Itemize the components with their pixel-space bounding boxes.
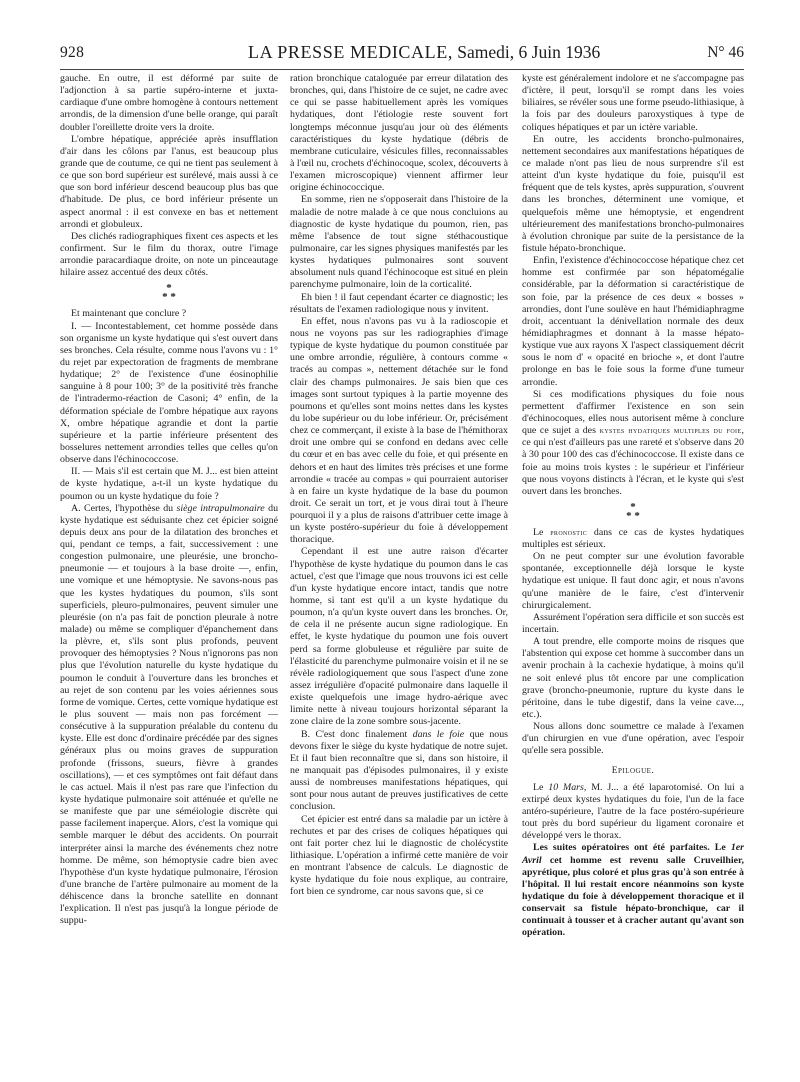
column-2	[290, 73, 508, 899]
paragraph: II. — Mais s'il est certain que M. J... est bien atteint de kyste hydatique, a-t-il un kyste hydatique du poumon ou un kyste hydatique du foie ?	[60, 466, 278, 502]
text-run: , ce qui n'est d'ailleurs pas une rareté et s'observe dans 20 à 30 pour 100 des cas d'échinococcose. Il existe dans ce foie au moins trois kystes : le supérieur et l'inférieur que nous voyons distincts à l'écran, et le kyste qui s'est ouvert dans les bronches.	[522, 425, 744, 497]
section-separator: * * *	[162, 282, 176, 304]
italic-term: siège intrapulmonaire	[176, 502, 265, 514]
paragraph: En somme, rien ne s'opposerait dans l'histoire de la maladie de notre malade à ce que nous concluions au diagnostic de kyste hydatique du poumon, rien, pas même l'absence de tout signe stéthacoustique pulmonaire, car les signes physiques manifestés par les kystes hydatiques pulmonaires sont souvent absolument nuls quand l'échinocoque est situé en plein parenchyme pulmonaire, loin de la corticalité.	[290, 194, 508, 291]
paragraph: I. — Incontestablement, cet homme possède dans son organisme un kyste hydatique qui s'est ouvert dans ses bronches. Cela résulte, comme nous l'avons vu : 1° du rejet par expectoration de fragments de membrane hydatique; 2° de l'existence d'une éosinophilie sanguine à 8 pour 100; 3° de la positivité très franche de l'intradermo-réaction de Casoni; 4° enfin, de la déformation spéciale de l'ombre hépatique aux rayons X, ombre hépatique agrandie et dont la partie supérieure et la partie inférieure présentent des bosselures nettement arrondies telles que celles qu'on observe dans l'échinococcose.	[60, 320, 278, 466]
page-number: 928	[60, 44, 85, 61]
italic-term: dans le foie	[412, 728, 465, 740]
paragraph: L'ombre hépatique, appréciée après insufflation d'air dans les côlons par l'anus, est beaucoup plus grande que de coutume, ce qui ne tient pas seulement à ce que son bord supérieur est surélevé, mais aussi à ce que son bord inférieur descend beaucoup plus bas que d'habitude. De plus, ce bord inférieur présente un aspect anormal : il est convexe en bas et nettement arrondi et globuleux.	[60, 133, 278, 230]
issue-date: Samedi, 6 Juin 1936	[457, 42, 601, 62]
text-run: du kyste hydatique est séduisante chez cet épicier soigné depuis deux ans pour de la dilatation des bronches et qui, pendant ce temps, a fait, successivement : une congestion pulmonaire, une pleurésie, une broncho-pneumonie — et toujours à la base droite —, enfin, une vomique et une hémoptysie. Ne savons-nous pas que les kystes hydatiques du poumon, s'ils sont superficiels, pleuro-pulmonaires, peuvent simuler une pleurésie (on n'a pas fait de ponction pleurale à notre malade) ou même se compliquer d'épanchement dans la plèvre, et, s'ils sont plus profonds, peuvent provoquer des hémoptysies ? Nous n'ignorons pas non plus que l'évolution naturelle du kyste hydatique du poumon le conduit à l'ouverture dans les bronches et au rejet de son contenu par les voies aériennes sous forme de vomique. Certes, cette vomique hydatique est le plus souvent — mais non pas forcément — consécutive à la suppuration préalable du contenu du kyste. Elle est donc d'ordinaire précédée par des signes généraux plus ou moins graves de suppuration profonde (frissons, sueurs, fièvre à grandes oscillations), — et ces symptômes ont fait défaut dans le cas actuel. Mais il n'est pas rare que l'infection du kyste hydatique pulmonaire soit atténuée et qu'elle ne se manifeste que par une séméiologie discrète qui passe facilement inaperçue. Alors, c'est la vomique qui semble marquer le début des accidents. On pourrait interpréter ainsi la marche des événements chez notre homme. De même, son hémoptysie cadre bien avec l'hypothèse d'un kyste hydatique pulmonaire, l'érosion d'une branche de l'artère pulmonaire au moment de la déhiscence dans la bronche satellite en donnant l'explication. Il n'est pas jusqu'à la longue période de suppu-	[60, 502, 279, 927]
text-run: Si ces modifications physiques du foie nous permettent d'affirmer l'existence en son sein d'échinocoques, elles nous autorisent même à conclure que ce sujet a des	[522, 388, 744, 437]
paragraph: En effet, nous n'avons pas vu à la radioscopie et nous ne voyons pas sur les radiographies d'image typique de kyste hydatique du poumon constituée par une ombre arrondie, régulière, à contours comme « tracés au compas », nettement détachée sur le fond clair des champs pulmonaires. Je sais bien que ces images sont surtout typiques à la partie moyenne des poumons et qu'elles sont moins nettes dans les kystes du lobe supérieur ou du lobe inférieur. Or, précisément chez ce commerçant, il existe à la base de l'hémithorax droit une ombre qui se confond en dedans avec celle du cœur et en bas avec celle du foie, et qui présente en dehors et en haut des limites très précises et une forme arrondie « tracée au compas » qui pourraient autoriser à en faire un kyste hydatique de la base du poumon droit. Ce serait un tort, et je vous dirai tout à l'heure pourquoi il y a plus de raisons d'attribuer cette image à un kyste postéro-supérieur du foie à développement thoracique.	[290, 315, 508, 546]
text-run: B. C'est donc finalement	[301, 728, 413, 740]
text-run: Le	[533, 781, 549, 793]
text-run: A. Certes, l'hypothèse du	[71, 502, 177, 514]
column-1	[60, 73, 278, 928]
paragraph: Des clichés radiographiques fixent ces aspects et les confirment. Sur le film du thorax, outre l'image arrondie paracardiaque droite, on note un pinceautage hilaire assez accentué des deux côtés.	[60, 230, 278, 279]
text-run: cet homme est revenu salle Cruveilhier, apyrétique, plus coloré et plus gras qu'à son entrée à l'hôpital. Il lui restait encore néanmoins son kyste hydatique du foie à développement thoracique et il conservait sa fistule hépato-bronchique, car il continuait à tousser et à cracher autant qu'avant son opération.	[522, 854, 744, 939]
paragraph: Cet épicier est entré dans sa maladie par un ictère à rechutes et par des crises de coliques hépatiques qui ont fait porter chez lui le diagnostic de cholécystite lithiasique. L'opération a infirmé cette manière de voir en montrant l'absence de calculs. Le diagnostic de kyste hydatique du foie nous explique, au contraire, fort bien ce syndrome, car nous savons que, si ce	[290, 813, 508, 898]
paragraph: En outre, les accidents broncho-pulmonaires, nettement secondaires aux manifestations hépatiques de ce malade n'ont pas lieu de nous surprendre s'il est atteint d'un kyste hydatique du foie, puisqu'il est fréquent que de tels kystes, après suppuration, s'ouvrent dans les bronches, déterminent une vomique, et quelquefois même une hémoptysie, et engendrent ultérieurement des manifestations broncho-pulmonaires à évolution chronique par suite de la persistance de la fistule hépato-bronchique.	[522, 133, 744, 254]
text-run: dans ce cas de kystes hydatiques multiples est sérieux.	[522, 526, 744, 551]
text-run: que nous devons fixer le siège du kyste hydatique de notre sujet. Et il faut bien reconnaître que si, dans son histoire, il ne manquait pas d'épisodes pulmonaires, il y existe aussi de nombreuses manifestations hépatiques, qui sont pour nous autant de preuves justificatives de cette conclusion.	[290, 728, 509, 813]
smallcaps-term: kystes hydatiques multiples du foie	[599, 426, 742, 436]
paragraph	[290, 729, 508, 814]
paragraph: A tout prendre, elle comporte moins de risques que l'abstention qui expose cet homme à succomber dans un avenir prochain à la cachexie hydatique, à moins qu'il ne soit enlevé plus tôt encore par une complication grave (broncho-pneumonie, rupture du kyste dans le péritoine, dans le tube digestif, dans la veine cave..., etc.).	[522, 636, 744, 721]
paragraph	[522, 389, 744, 498]
text-run: Les suites opératoires ont été parfaites. Le	[533, 842, 731, 854]
section-separator: * * *	[626, 500, 640, 522]
paragraph: On ne peut compter sur une évolution favorable spontanée, exceptionnelle déjà lorsque le kyste hydatique est unique. Il faut donc agir, et nous n'avons qu'une manière de le faire, c'est d'intervenir chirurgicalement.	[522, 551, 744, 611]
running-title	[248, 42, 600, 63]
text-run: Le	[533, 526, 551, 538]
paragraph: Assurément l'opération sera difficile et son succès est incertain.	[522, 611, 744, 636]
journal-name: LA PRESSE MEDICALE,	[248, 42, 453, 62]
text-run: , M. J... a été laparotomisé. On lui a extirpé deux kystes hydatiques du foie, l'un de la face antéro-supérieure, l'autre de la face postéro-supérieure tout près du bord supérieur du ligament coronaire et développé vers le thorax.	[522, 781, 744, 842]
paragraph	[522, 782, 744, 843]
issue-number: N° 46	[707, 44, 744, 61]
paragraph: Enfin, l'existence d'échinococcose hépatique chez cet homme est confirmée par son hépatomégalie considérable, par la déformation si caractéristique de son foie, par la présence de ces deux « bosses » arrondies, dont l'une soulève en haut l'hémidiaphragme droit, accentuant la dénivellation normale des deux hémidiaphragmes et donnant à la masse hépato-kystique vue aux rayons X l'aspect classiquement décrit sous le nom d' « opacité en brioche », et dont l'autre prolonge en bas le foie sous la forme d'une tumeur arrondie.	[522, 255, 744, 388]
paragraph	[522, 527, 744, 551]
italic-date: 10 Mars	[548, 781, 584, 793]
page-header	[60, 42, 744, 68]
paragraph: Nous allons donc soumettre ce malade à l'examen d'un chirurgien en vue d'une opération, avec l'espoir qu'elle sera possible.	[522, 721, 744, 757]
italic-date: 1er Avril	[522, 842, 744, 866]
paragraph	[60, 503, 278, 928]
header-rule	[60, 69, 744, 70]
paragraph: Eh bien ! il faut cependant écarter ce diagnostic; les résultats de l'examen radiologique nous y invitent.	[290, 291, 508, 315]
epilogue-heading: Epilogue.	[611, 765, 655, 776]
paragraph: Et maintenant que conclure ?	[71, 308, 187, 320]
column-3	[522, 73, 744, 940]
paragraph: gauche. En outre, il est déformé par suite de l'adjonction à sa partie supéro-interne et juxta-cardiaque d'une ombre homogène à contours nettement arrondis, de la dimension d'une belle orange, qui paraît doubler l'oreillette droite vers la droite.	[60, 73, 278, 133]
smallcaps-term: pronostic	[550, 527, 588, 537]
paragraph	[522, 842, 744, 939]
paragraph: Cependant il est une autre raison d'écarter l'hypothèse de kyste hydatique du poumon dans le cas actuel, c'est que l'image que nous trouvons ici est celle d'un kyste hydatique encore intact, tandis que notre homme, si tant est qu'il a un kyste hydatique du poumon, n'a qu'un kyste ouvert dans les bronches. Or, de cela il ne présente aucun signe radiologique. En effet, le kyste hydatique du poumon une fois ouvert perd sa forme globuleuse et régulière par suite de l'élasticité du parenchyme pulmonaire voisin et il ne se révèle radiologiquement que sous l'aspect d'une zone assez irrégulière d'opacité pulmonaire dans laquelle il existe quelquefois une image hydro-aérique avec limite nette à niveau toujours horizontal séparant la zone claire de la zone sombre sous-jacente.	[290, 546, 508, 728]
paragraph: kyste est généralement indolore et ne s'accompagne pas d'ictère, il peut, lorsqu'il se rompt dans les voies biliaires, se révéler sous une forme pseudo-lithiasique, à la fois par des douleurs paroxystiques à type de coliques hépatiques et par un ictère variable.	[522, 73, 744, 133]
paragraph: ration bronchique cataloguée par erreur dilatation des bronches, qui, dans l'histoire de ce sujet, ne cadre avec ce qui se passe habituellement après les vomiques hydatiques, dont l'étiologie reste souvent fort longtemps méconnue jusqu'au jour où des éléments caractéristiques du kyste hydatique (débris de membrane cuticulaire, vésicules filles, reconnaissables à l'œil nu, crochets d'échinocoque, scolex, découverts à l'examen microscopique) viennent affirmer leur origine échinococcique.	[290, 73, 508, 194]
